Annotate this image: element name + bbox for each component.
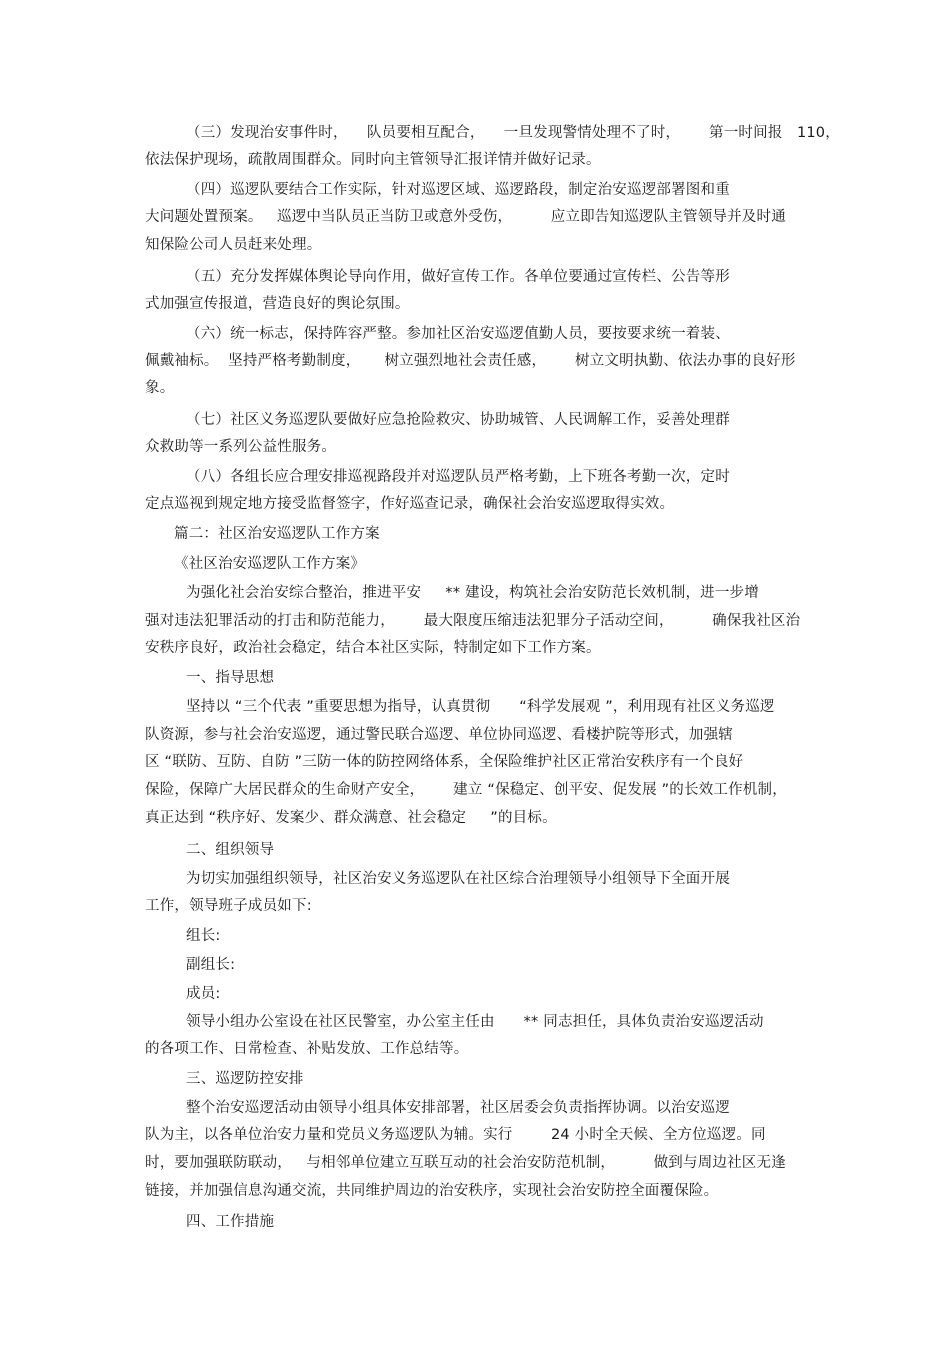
text-line: （八）各组长应合理安排巡视路段并对巡逻队员严格考勤，上下班各考勤一次，定时 [186,469,730,485]
text-line: 坚持以 “三个代表 ”重要思想为指导，认真贯彻 “科学发展观 ”，利用现有社区义务巡逻 [186,699,775,715]
text-line: （五）充分发挥媒体舆论导向作用，做好宣传工作。各单位要通过宣传栏、公告等形 [186,269,730,285]
text-line: 工作，领导班子成员如下: [145,898,312,914]
text-line: 的各项工作、日常检查、补贴发放、工作总结等。 [145,1041,469,1057]
text-line: 副组长: [186,957,236,973]
section-heading: 三、巡逻防控安排 [186,1071,304,1087]
text-line: 真正达到 “秩序好、发案少、群众满意、社会稳定 ”的目标。 [145,810,557,826]
document-title: 《社区治安巡逻队工作方案》 [174,556,366,572]
text-line: 定点巡视到规定地方接受监督签字，作好巡查记录，确保社会治安巡逻取得实效。 [145,496,675,512]
text-line: 强对违法犯罪活动的打击和防范能力， 最大限度压缩违法犯罪分子活动空间， 确保我社区治 [145,613,801,629]
section-title: 篇二：社区治安巡逻队工作方案 [174,526,380,542]
text-line: 安秩序良好，政治社会稳定，结合本社区实际，特制定如下工作方案。 [145,640,601,656]
text-line: 领导小组办公室设在社区民警室，办公室主任由 ** 同志担任，具体负责治安巡逻活动 [186,1014,764,1030]
text-line: 大问题处置预案。 巡逻中当队员正当防卫或意外受伤， 应立即告知巡逻队主管领导并及时通 [145,209,786,225]
text-line: （六）统一标志，保持阵容严整。参加社区治安巡逻值勤人员，要按要求统一着装、 [186,326,730,342]
text-line: 为切实加强组织领导，社区治安义务巡逻队在社区综合治理领导小组领导下全面开展 [186,871,730,887]
text-line: 组长: [186,928,221,944]
text-line: 队资源，参与社会治安巡逻，通过警民联合巡逻、单位协同巡逻、看楼护院等形式，加强辖 [145,727,733,743]
text-line: 依法保护现场，疏散周围群众。同时向主管领导汇报详情并做好记录。 [145,152,601,168]
text-line: 队为主，以各单位治安力量和党员义务巡逻队为辅。实行 24 小时全天候、全方位巡逻。同 [145,1127,766,1143]
text-line: （四）巡逻队要结合工作实际，针对巡逻区域、巡逻路段，制定治安巡逻部署图和重 [186,182,730,198]
text-line: （七）社区义务巡逻队要做好应急抢险救灾、协助城管、人民调解工作，妥善处理群 [186,412,730,428]
text-line: 链接，并加强信息沟通交流，共同维护周边的治安秩序，实现社会治安防控全面覆保险。 [145,1183,719,1199]
text-line: 佩戴袖标。 坚持严格考勤制度， 树立强烈地社会责任感， 树立文明执勤、依法办事的良好形 [145,353,796,369]
section-heading: 二、组织领导 [186,842,275,858]
text-line: 式加强宣传报道，营造良好的舆论氛围。 [145,296,410,312]
section-heading: 四、工作措施 [186,1214,275,1230]
text-line: 区 “联防、互防、自防 ”三防一体的防控网络体系，全保险维护社区正常治安秩序有一个良好 [145,754,744,770]
section-heading: 一、指导思想 [186,670,275,686]
text-line: 象。 [145,380,175,396]
text-line: 成员: [186,986,221,1002]
text-line: 为强化社会治安综合整治，推进平安 ** 建设，构筑社会治安防范长效机制，进一步增 [186,585,759,601]
text-line: 整个治安巡逻活动由领导小组具体安排部署，社区居委会负责指挥协调。以治安巡逻 [186,1100,730,1116]
text-line: （三）发现治安事件时， 队员要相互配合， 一旦发现警情处理不了时， 第一时间报 110， [186,125,840,141]
text-line: 众救助等一系列公益性服务。 [145,439,337,455]
text-line: 时，要加强联防联动， 与相邻单位建立互联互动的社会治安防范机制， 做到与周边社区无逢 [145,1155,786,1171]
text-line: 知保险公司人员赶来处理。 [145,237,322,253]
text-line: 保险，保障广大居民群众的生命财产安全， 建立 “保稳定、创平安、促发展 ”的长效工作机制， [145,782,787,798]
